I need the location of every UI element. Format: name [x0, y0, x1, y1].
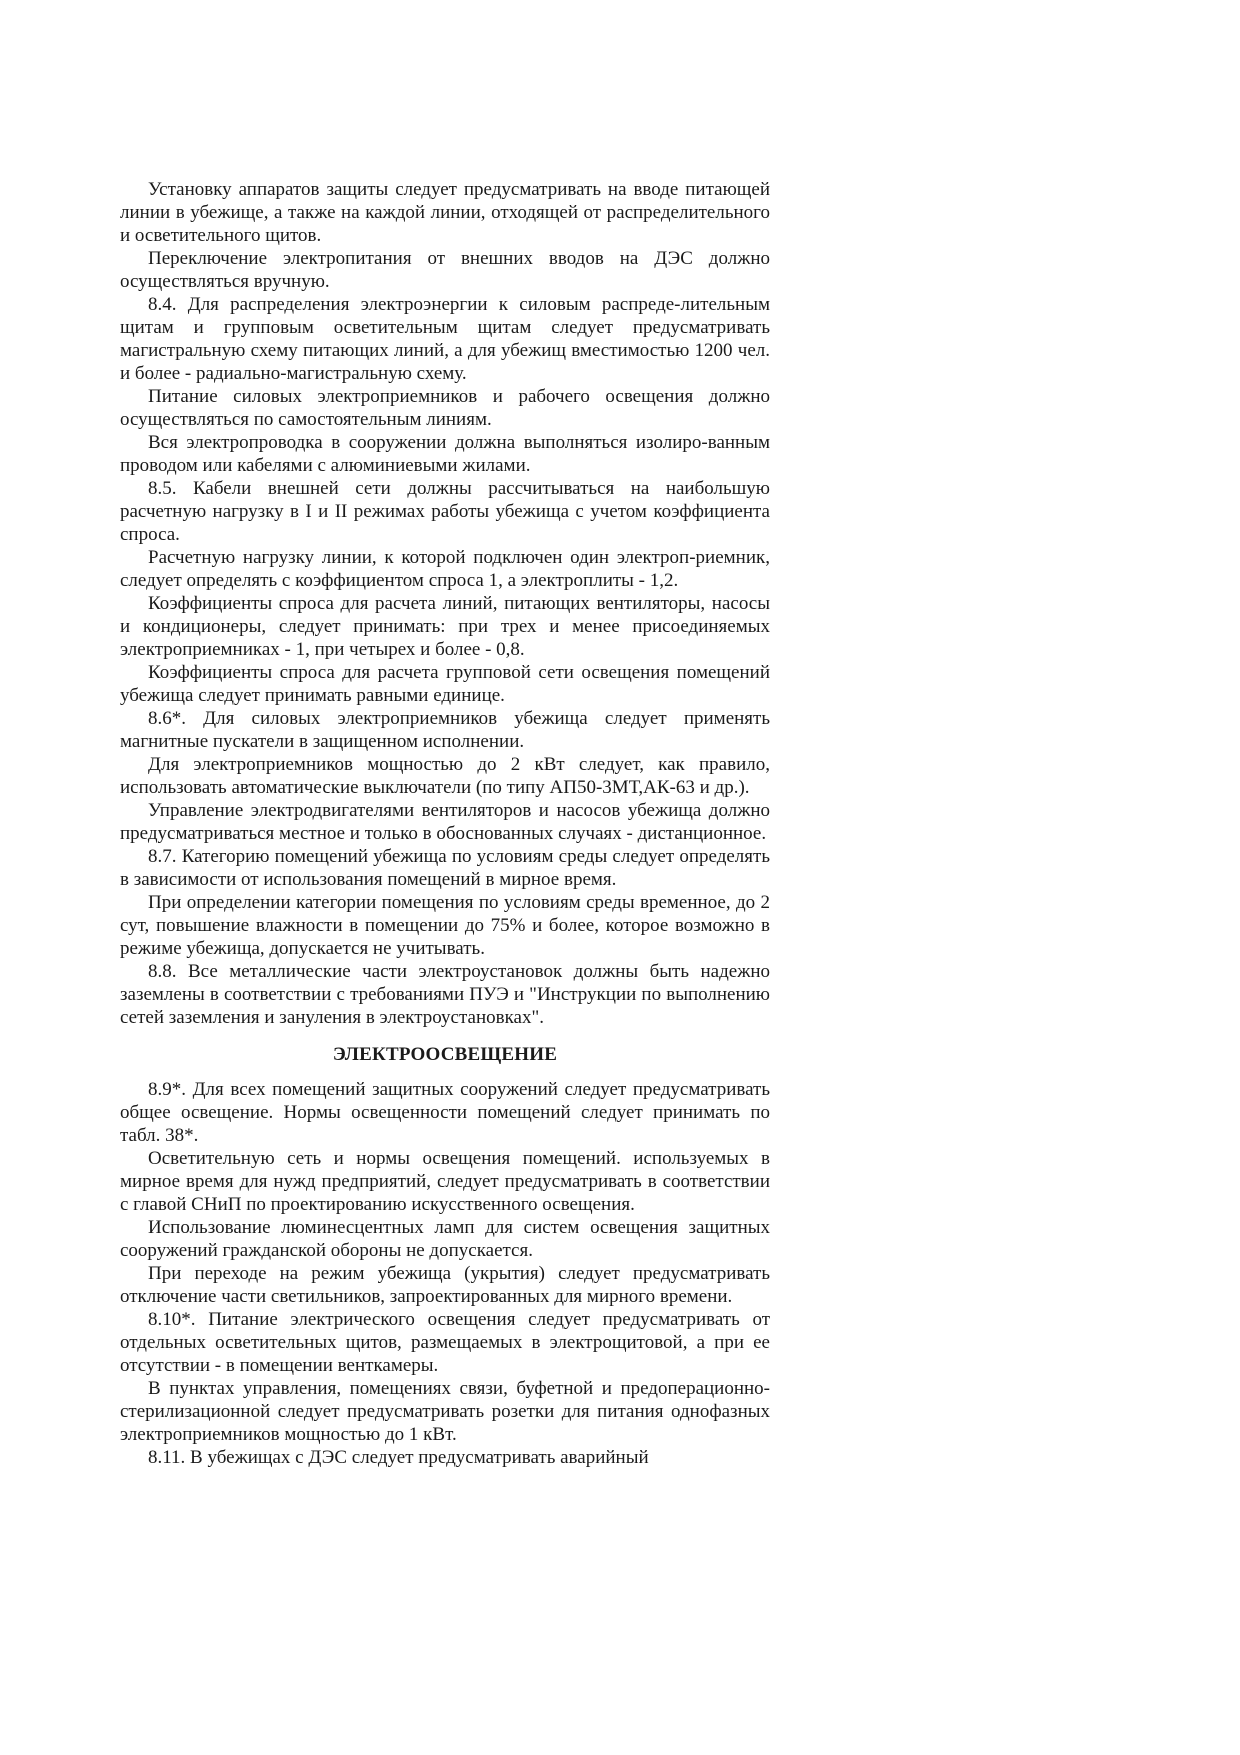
- paragraph: При переходе на режим убежища (укрытия) следует предусматривать отключение части светильников, запроектированных для мирного времени.: [120, 1263, 770, 1307]
- paragraph: 8.6*. Для силовых электроприемников убежища следует применять магнитные пускатели в защищенном исполнении.: [120, 708, 770, 752]
- paragraph: 8.11. В убежищах с ДЭС следует предусматривать аварийный: [148, 1447, 649, 1468]
- paragraph: Коэффициенты спроса для расчета линий, питающих вентиляторы, насосы и кондиционеры, следует принимать: при трех и менее присоединяемых электроприемниках - 1, при четырех и более - 0,8.: [120, 593, 770, 660]
- paragraph: 8.7. Категорию помещений убежища по условиям среды следует определять в зависимости от использования помещений в мирное время.: [120, 846, 770, 890]
- paragraph: 8.4. Для распределения электроэнергии к силовым распреде-лительным щитам и групповым осветительным щитам следует предусматривать магистральную схему питающих линий, а для убежищ вместимостью 1200 чел. и более - радиально-магистральную схему.: [120, 294, 770, 384]
- paragraph: Использование люминесцентных ламп для систем освещения защитных сооружений гражданской обороны не допускается.: [120, 1217, 770, 1261]
- paragraph: В пунктах управления, помещениях связи, буфетной и предоперационно-стерилизационной следует предусматривать розетки для питания однофазных электроприемников мощностью до 1 кВт.: [120, 1378, 770, 1445]
- paragraph: Расчетную нагрузку линии, к которой подключен один электроп-риемник, следует определять с коэффициентом спроса 1, а электроплиты - 1,2.: [120, 547, 770, 591]
- paragraph: Установку аппаратов защиты следует предусматривать на вводе питающей линии в убежище, а также на каждой линии, отходящей от распределительного и осветительного щитов.: [120, 179, 770, 246]
- paragraph: Управление электродвигателями вентиляторов и насосов убежища должно предусматриваться местное и только в обоснованных случаях - дистанционное.: [120, 800, 770, 844]
- paragraph: Питание силовых электроприемников и рабочего освещения должно осуществляться по самостоятельным линиям.: [120, 386, 770, 430]
- paragraph: 8.8. Все металлические части электроустановок должны быть надежно заземлены в соответствии с требованиями ПУЭ и "Инструкции по выполнению сетей заземления и зануления в электроустановках".: [120, 961, 770, 1028]
- section-heading: ЭЛЕКТРООСВЕЩЕНИЕ: [332, 1044, 558, 1065]
- paragraph: Для электроприемников мощностью до 2 кВт следует, как правило, использовать автоматические выключатели (по типу АП50-3МТ,АК-63 и др.).: [120, 754, 770, 798]
- document-page: [120, 178, 770, 1469]
- paragraph: 8.10*. Питание электрического освещения следует предусматривать от отдельных осветительных щитов, размещаемых в электрощитовой, а при ее отсутствии - в помещении венткамеры.: [120, 1309, 770, 1376]
- paragraph: Переключение электропитания от внешних вводов на ДЭС должно осуществляться вручную.: [120, 248, 770, 292]
- paragraph: 8.5. Кабели внешней сети должны рассчитываться на наибольшую расчетную нагрузку в I и II режимах работы убежища с учетом коэффициента спроса.: [120, 478, 770, 545]
- paragraph: Осветительную сеть и нормы освещения помещений. используемых в мирное время для нужд предприятий, следует предусматривать в соответствии с главой СНиП по проектированию искусственного освещения.: [120, 1148, 770, 1215]
- paragraph: При определении категории помещения по условиям среды временное, до 2 сут, повышение влажности в помещении до 75% и более, которое возможно в режиме убежища, допускается не учитывать.: [120, 892, 770, 959]
- paragraph: Коэффициенты спроса для расчета групповой сети освещения помещений убежища следует принимать равными единице.: [120, 662, 770, 706]
- paragraph: 8.9*. Для всех помещений защитных сооружений следует предусматривать общее освещение. Нормы освещенности помещений следует принимать по табл. 38*.: [120, 1079, 770, 1146]
- paragraph: Вся электропроводка в сооружении должна выполняться изолиро-ванным проводом или кабелями с алюминиевыми жилами.: [120, 432, 770, 476]
